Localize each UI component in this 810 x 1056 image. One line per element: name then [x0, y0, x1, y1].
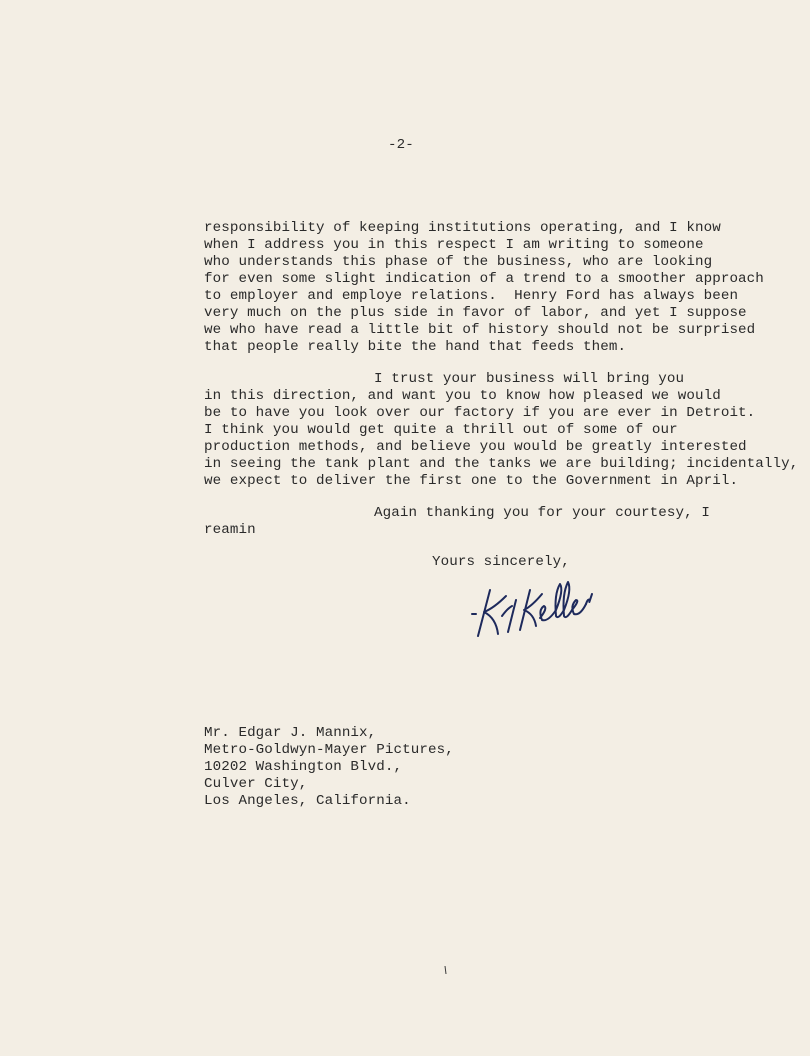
address-line: Culver City,: [204, 776, 308, 792]
address-line: Metro-Goldwyn-Mayer Pictures,: [204, 742, 454, 758]
page-number: -2-: [388, 137, 414, 153]
paragraph2-line: be to have you look over our factory if you are ever in Detroit.: [204, 405, 756, 421]
address-line: Mr. Edgar J. Mannix,: [204, 725, 377, 741]
paragraph2-line: we expect to deliver the first one to the Government in April.: [204, 473, 739, 489]
paper-mark: [444, 965, 447, 975]
paragraph1-line: responsibility of keeping institutions operating, and I know: [204, 220, 721, 236]
paragraph3-line: Again thanking you for your courtesy, I: [374, 505, 710, 521]
paragraph1-line: who understands this phase of the business, who are looking: [204, 254, 713, 270]
address-line: 10202 Washington Blvd.,: [204, 759, 403, 775]
paragraph1-line: very much on the plus side in favor of labor, and yet I suppose: [204, 305, 747, 321]
paragraph2-line: production methods, and believe you would be greatly interested: [204, 439, 747, 455]
paragraph1-line: that people really bite the hand that feeds them.: [204, 339, 627, 355]
paragraph2-line: I trust your business will bring you: [374, 371, 685, 387]
paragraph1-line: for even some slight indication of a trend to a smoother approach: [204, 271, 764, 287]
paragraph1-line: we who have read a little bit of history should not be surprised: [204, 322, 756, 338]
paragraph3-line: reamin: [204, 522, 256, 538]
paragraph1-line: when I address you in this respect I am writing to someone: [204, 237, 704, 253]
paragraph2-line: in seeing the tank plant and the tanks we are building; incidentally,: [204, 456, 799, 472]
paragraph1-line: to employer and employe relations. Henry Ford has always been: [204, 288, 739, 304]
paragraph2-line: in this direction, and want you to know how pleased we would: [204, 388, 721, 404]
handwritten-signature: [468, 560, 598, 642]
paragraph2-line: I think you would get quite a thrill out of some of our: [204, 422, 678, 438]
address-line: Los Angeles, California.: [204, 793, 411, 809]
closing-salutation: Yours sincerely,: [432, 554, 570, 570]
